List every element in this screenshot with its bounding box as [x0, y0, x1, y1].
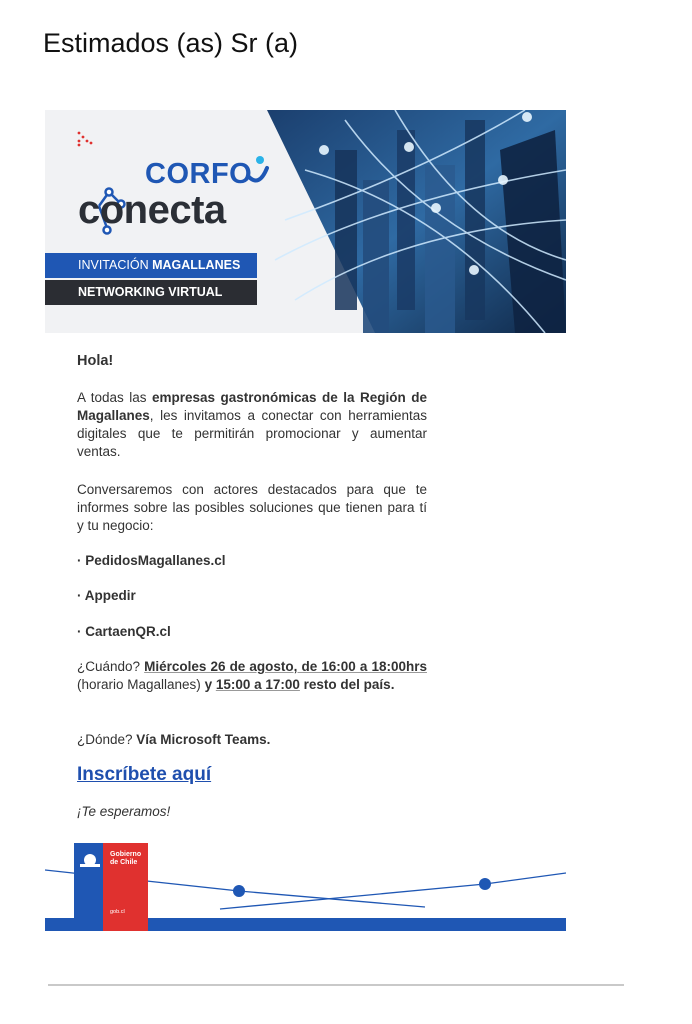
corfo-dots-mark: [78, 132, 93, 147]
footer-banner: [45, 843, 566, 931]
invite-region: MAGALLANES: [152, 258, 241, 272]
gobierno-text: [110, 851, 141, 867]
gobierno-de-chile-logo: [74, 843, 148, 931]
where-label: ¿Dónde?: [77, 732, 137, 747]
corfo-conecta-banner: [45, 110, 566, 333]
conversation-paragraph: Conversaremos con actores destacados para que te informes sobre las posibles soluciones que tienen para tí y tu negocio:: [77, 482, 427, 533]
chile-coat-of-arms-icon: [76, 850, 105, 870]
when-timezone: (horario Magallanes): [77, 677, 205, 692]
signup-link[interactable]: Inscríbete aquí: [77, 764, 212, 785]
when-paragraph: [77, 658, 427, 694]
email-greeting: Estimados (as) Sr (a): [43, 28, 299, 58]
list-item: · Appedir: [77, 588, 136, 603]
gob-line2: de Chile: [110, 859, 138, 866]
networking-bar: NETWORKING VIRTUAL: [45, 280, 257, 305]
list-item: · PedidosMagallanes.cl: [77, 553, 226, 568]
when-rest-country: resto del país.: [299, 677, 395, 692]
corfo-logo-text: CORFO: [145, 158, 253, 190]
intro-text-b: , les invitamos a conectar con herramientas digitales que te permitirán promocionar y aumentar ventas.: [77, 408, 427, 459]
when-time-rest: 15:00 a 17:00: [215, 677, 300, 692]
intro-text-bold: empresas gastronómicas de la Región de Magallanes: [77, 390, 428, 423]
where-paragraph: [77, 731, 270, 749]
footer-node-dot: [479, 878, 491, 890]
closing-text: ¡Te esperamos!: [77, 804, 171, 819]
invite-prefix: INVITACIÓN: [78, 258, 153, 272]
footer-node-dot: [233, 885, 245, 897]
where-value: Vía Microsoft Teams.: [136, 732, 271, 747]
when-and: y: [204, 677, 216, 692]
gob-url: gob.cl: [110, 909, 125, 915]
divider: [48, 984, 624, 986]
when-date: Miércoles 26 de agosto, de 16:00 a 18:00hrs: [144, 659, 427, 674]
intro-text-a: A todas las: [77, 390, 152, 405]
conecta-logo-text: conecta: [78, 188, 226, 232]
hello-heading: Hola!: [77, 353, 114, 369]
invitation-bar: [45, 253, 257, 278]
when-label: ¿Cuándo?: [77, 659, 145, 674]
gob-line1: Gobierno: [110, 851, 142, 858]
intro-paragraph: [77, 389, 427, 461]
list-item: · CartaenQR.cl: [77, 624, 171, 639]
